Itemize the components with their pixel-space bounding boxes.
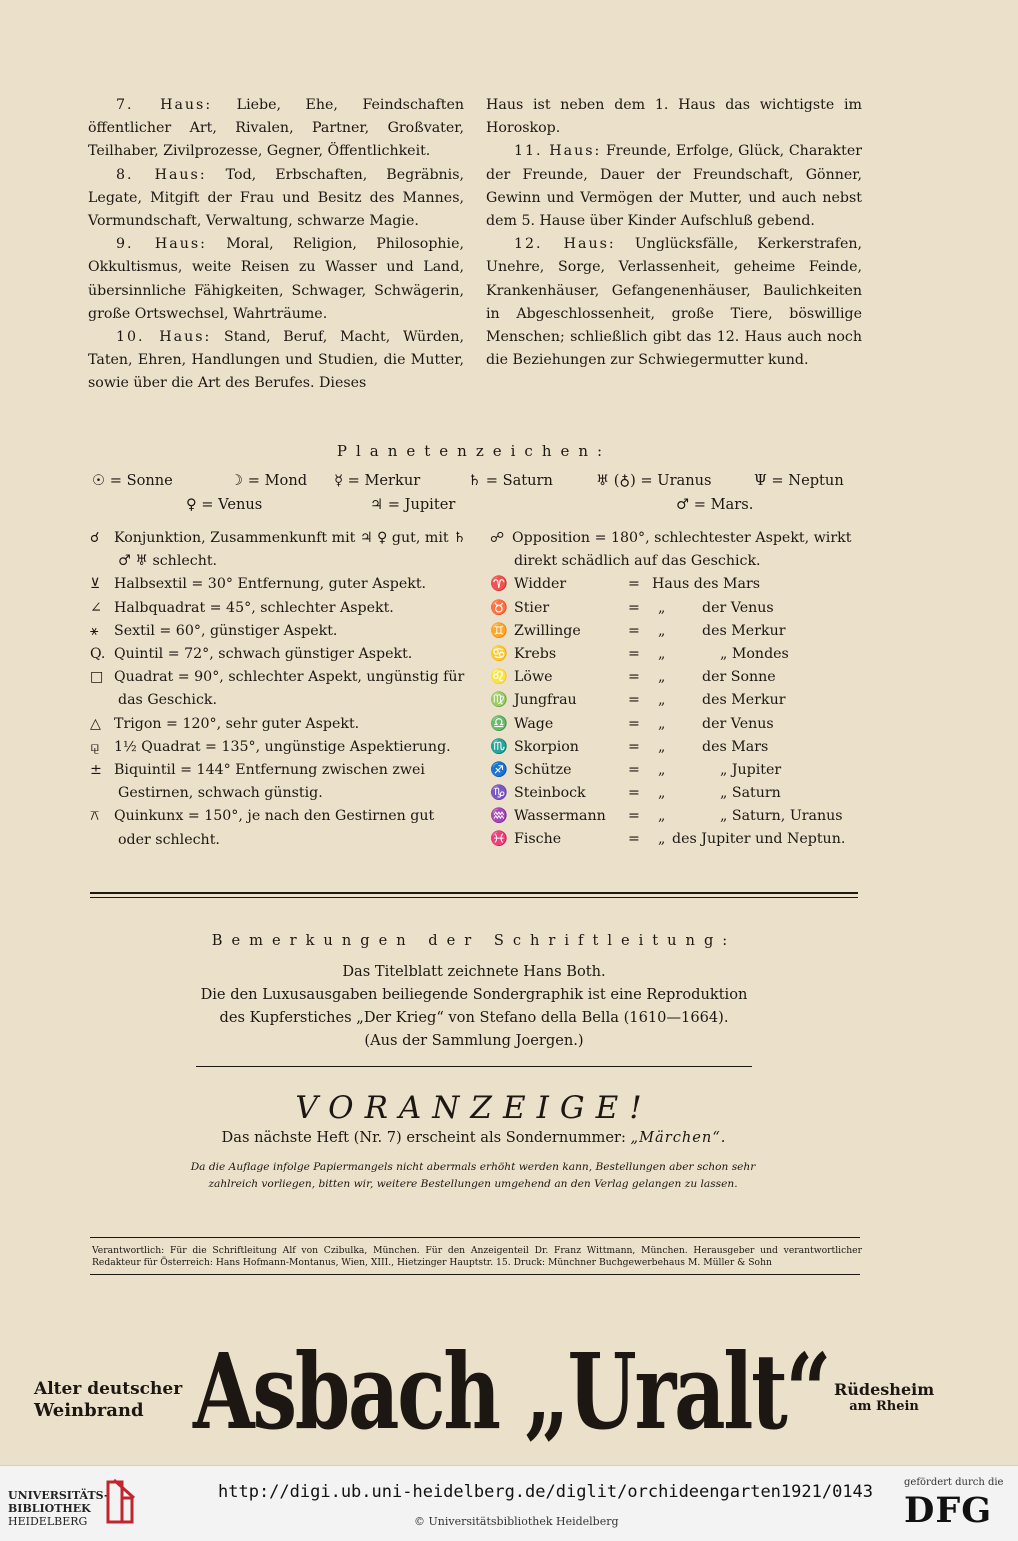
aspect-item: ∠ Halbquadrat = 45°, schlechter Aspekt. <box>90 599 394 616</box>
dfg-logo[interactable]: DFG <box>904 1490 993 1531</box>
dfg-caption: gefördert durch die <box>904 1477 1004 1488</box>
house-7: 7. Haus: Liebe, Ehe, Feindschaften öffentlicher Art, Rivalen, Partner, Großvater, Teilhaber, Zivilprozesse, Gegner, Öffentlichkeit. <box>88 97 464 160</box>
notes-title: Bemerkungen der Schriftleitung: <box>211 932 737 949</box>
zodiac-row: ♏ Skorpion = „ des Mars <box>490 738 769 755</box>
planet-signs-title: Planetenzeichen: <box>336 442 612 460</box>
aspect-item: ⚹ Sextil = 60°, günstiger Aspekt. <box>90 622 338 639</box>
houses-left-column <box>88 94 464 396</box>
divider <box>196 1066 752 1067</box>
zodiac-row: ♓ Fische = „ des Jupiter und Neptun. <box>490 831 846 848</box>
houses-right-column <box>486 94 862 372</box>
zodiac-row: ♒ Wassermann = „ „ Saturn, Uranus <box>490 808 843 825</box>
house-9: 9. Haus: Moral, Religion, Philosophie, Okkultismus, weite Reisen zu Wasser und Land, übersinnliche Fähigkeiten, Schwager, Schwägerin, große Ortswechsel, Wahrträume. <box>88 236 464 322</box>
house-10: 10. Haus: Stand, Beruf, Macht, Würden, Taten, Ehren, Handlungen und Studien, die Mutter, sowie über die Art des Berufes. Dieses <box>88 329 464 392</box>
planet-mars: ♂ = Mars. <box>676 496 754 513</box>
house-10-continuation: Haus ist neben dem 1. Haus das wichtigste im Horoskop. <box>486 97 862 137</box>
aspects-list <box>90 527 468 852</box>
zodiac-row: ♊ Zwillinge = „ des Merkur <box>490 622 786 639</box>
aspect-item: ☌ Konjunktion, Zusammenkunft mit ♃ ♀ gut, mit ♄ ♂ ♅ schlecht. <box>90 530 466 570</box>
zodiac-row: ♌ Löwe = „ der Sonne <box>490 669 776 686</box>
zodiac-row: ♎ Wage = „ der Venus <box>490 715 774 732</box>
voranzeige-note: Da die Auflage infolge Papiermangels nicht abermals erhöht werden kann, Bestellungen aber schon sehr zahlreich vorliegen, bitten wir, weitere Bestellungen umgehend an den Verlag gelangen zu lassen. <box>190 1161 756 1190</box>
aspect-item: ⚻ Quinkunx = 150°, je nach den Gestirnen gut oder schlecht. <box>90 808 435 848</box>
ad-main-text: Asbach „Uralt“ <box>192 1330 830 1453</box>
divider <box>90 892 858 894</box>
imprint: Verantwortlich: Für die Schriftleitung Alf von Czibulka, München. Für den Anzeigenteil Dr. Franz Wittmann, München. Herausgeber und verantwortlicher Redakteur für Österreich: Hans Hofmann-Montanus, Wien, XIII., Hietzinger Hauptstr. 15. Druck: Münchner Buchgewerbehaus M. Müller & Sohn <box>92 1245 862 1268</box>
zodiac-table <box>490 527 860 852</box>
aspect-item: Q. Quintil = 72°, schwach günstiger Aspekt. <box>90 646 413 663</box>
zodiac-row: ♐ Schütze = „ „ Jupiter <box>490 761 782 778</box>
zodiac-row: ♑ Steinbock = „ „ Saturn <box>490 785 781 802</box>
aspect-item: △ Trigon = 120°, sehr guter Aspekt. <box>90 715 360 732</box>
planet-uranus: ♅ (♁) = Uranus <box>596 472 712 489</box>
planet-jupiter: ♃ = Jupiter <box>370 496 456 513</box>
voranzeige-title: VORANZEIGE! <box>295 1090 653 1126</box>
asbach-uralt-logo <box>186 1316 836 1454</box>
house-11: 11. Haus: Freunde, Erfolge, Glück, Charakter der Freunde, Dauer der Freundschaft, Gönner, Gewinn und Vermögen der Mutter, und auch nebst dem 5. Hause über Kinder Aufschluß gebend. <box>486 143 862 230</box>
footer-bar <box>0 1465 1018 1541</box>
planet-neptune: Ψ = Neptun <box>754 472 844 489</box>
aspect-item: ⚼ 1½ Quadrat = 135°, ungünstige Aspektierung. <box>90 738 451 755</box>
planet-moon: ☽ = Mond <box>230 472 308 489</box>
notes-body: Das Titelblatt zeichnete Hans Both. Die den Luxusausgaben beiliegende Sondergraphik ist eine Reproduktion des Kupferstiches „Der Krieg“ von Stefano della Bella (1610—1664). (Aus der Sammlung Joergen.) <box>200 963 748 1049</box>
divider <box>90 1237 860 1238</box>
zodiac-row: ♈ Widder = Haus des Mars <box>490 576 761 593</box>
planet-venus: ♀ = Venus <box>186 496 263 513</box>
voranzeige-line: Das nächste Heft (Nr. 7) erscheint als Sondernummer: „Märchen“. <box>221 1129 727 1146</box>
ad-left-text: Alter deutscher Weinbrand <box>34 1379 183 1421</box>
zodiac-row: ♍ Jungfrau = „ des Merkur <box>490 692 786 709</box>
divider <box>90 897 858 898</box>
house-8: 8. Haus: Tod, Erbschaften, Begräbnis, Legate, Mitgift der Frau und Besitz des Mannes, Vormundschaft, Verwaltung, schwarze Magie. <box>88 166 464 230</box>
aspect-item: ⊻ Halbsextil = 30° Entfernung, guter Aspekt. <box>90 576 427 593</box>
planet-saturn: ♄ = Saturn <box>468 472 553 489</box>
aspect-item: ± Biquintil = 144° Entfernung zwischen zwei Gestirnen, schwach günstig. <box>90 762 425 802</box>
zodiac-row: ♉ Stier = „ der Venus <box>490 599 774 616</box>
zodiac-row: ♋ Krebs = „ „ Mondes <box>490 645 789 662</box>
planet-sun: ☉ = Sonne <box>92 472 173 489</box>
aspect-item: □ Quadrat = 90°, schlechter Aspekt, ungünstig für das Geschick. <box>90 669 465 709</box>
house-12: 12. Haus: Unglücksfälle, Kerkerstrafen, Unehre, Sorge, Verlassenheit, geheime Feinde, Krankenhäuser, Gefangenenhäuser, Baulichkeiten in Abgeschlossenheit, große Tiere, böswillige Menschen; schließlich gibt das 12. Haus auch noch die Beziehungen zur Schwiegermutter kund. <box>486 236 862 369</box>
aspect-opposition: ☍ Opposition = 180°, schlechtester Aspekt, wirkt direkt schädlich auf das Geschick. <box>490 530 852 570</box>
copyright-text: © Universitätsbibliothek Heidelberg <box>414 1515 619 1528</box>
permalink-url[interactable]: http://digi.ub.uni-heidelberg.de/diglit/orchideengarten1921/0143 <box>218 1482 874 1502</box>
library-emblem-icon <box>104 1476 138 1526</box>
ad-right-text: Rüdesheim am Rhein <box>834 1380 935 1414</box>
divider <box>90 1274 860 1275</box>
planet-mercury: ☿ = Merkur <box>334 472 421 489</box>
university-library-logo[interactable]: UNIVERSITÄTS- BIBLIOTHEK HEIDELBERG <box>8 1489 109 1528</box>
